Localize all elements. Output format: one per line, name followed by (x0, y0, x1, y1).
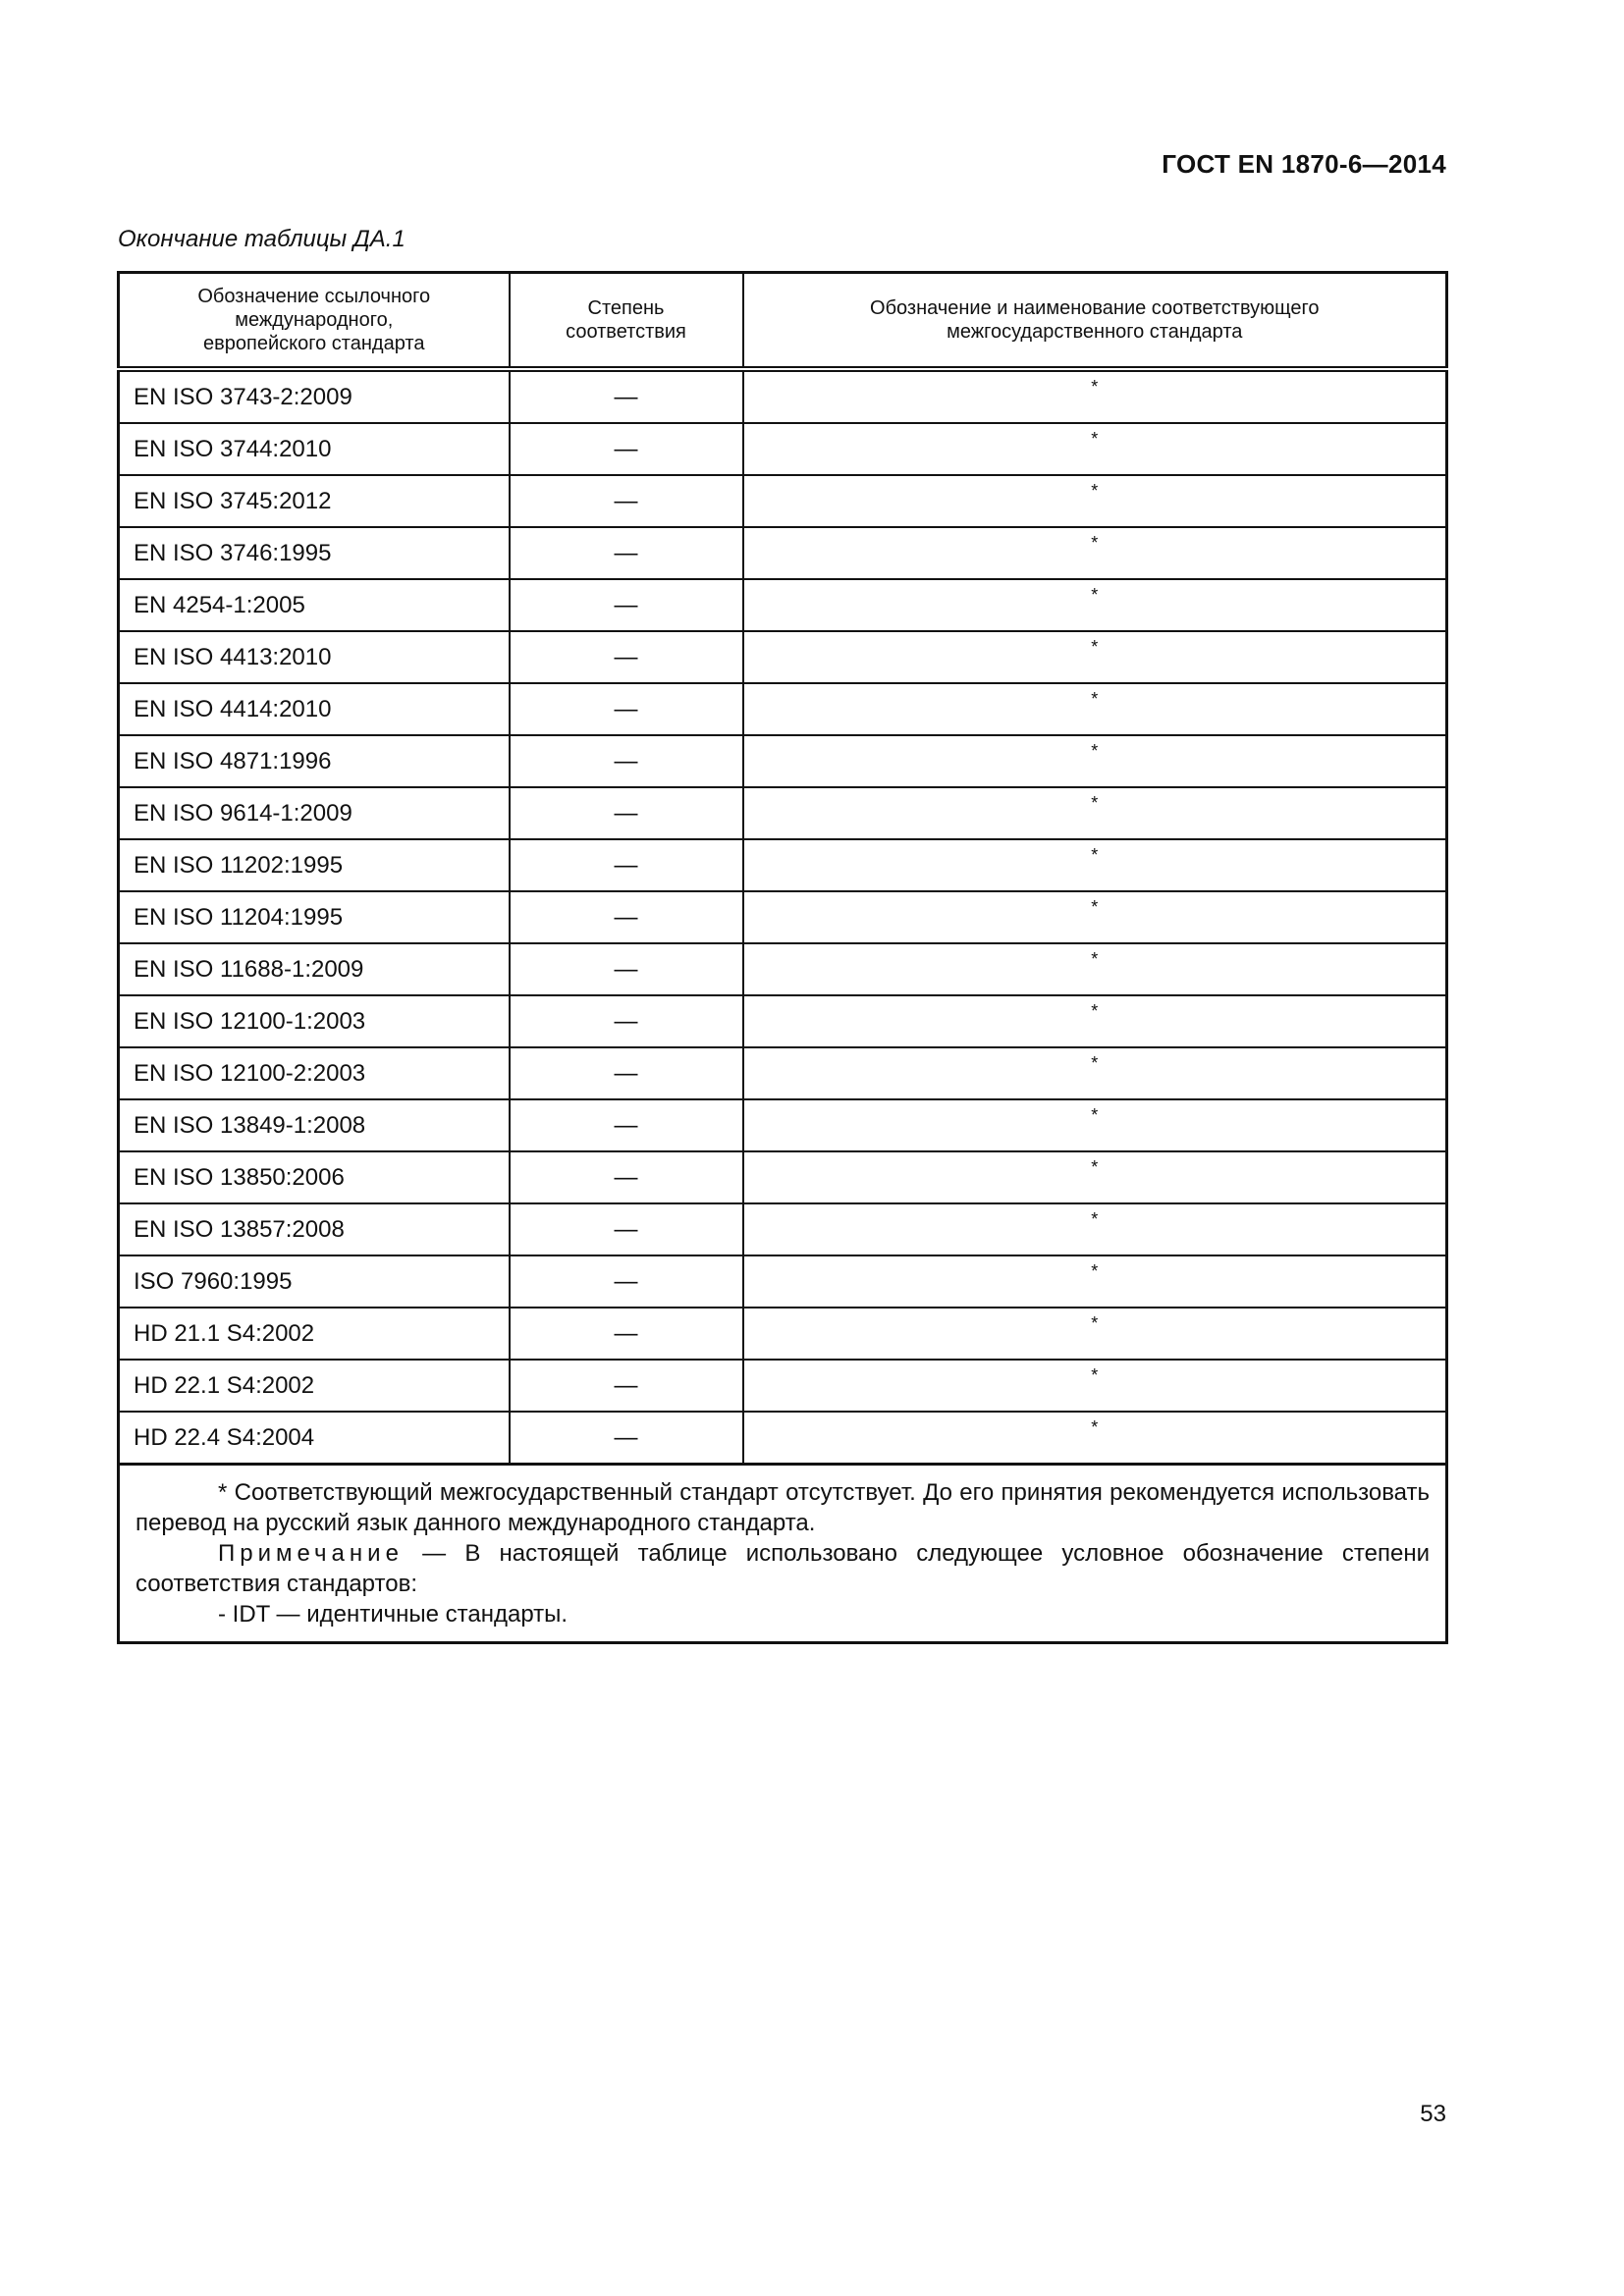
degree-cell: — (510, 787, 743, 839)
interstate-standard-cell: * (743, 1203, 1447, 1255)
header-line: европейского стандарта (203, 333, 425, 354)
interstate-standard-cell: * (743, 1099, 1447, 1151)
table-row (119, 995, 1447, 1047)
interstate-standard-cell: * (743, 527, 1447, 579)
standards-table-container (117, 271, 1448, 1644)
reference-standard-cell: EN ISO 3746:1995 (119, 527, 510, 579)
reference-standard-cell: EN ISO 4871:1996 (119, 735, 510, 787)
degree-cell: — (510, 631, 743, 683)
table-row (119, 1412, 1447, 1465)
table-row (119, 369, 1447, 423)
degree-cell: — (510, 1412, 743, 1465)
reference-standard-cell: EN ISO 13849-1:2008 (119, 1099, 510, 1151)
header-line: международного, (235, 309, 394, 331)
degree-cell: — (510, 1099, 743, 1151)
interstate-standard-cell: * (743, 787, 1447, 839)
interstate-standard-cell: * (743, 475, 1447, 527)
table-row (119, 1308, 1447, 1360)
table-row (119, 527, 1447, 579)
interstate-standard-cell: * (743, 1412, 1447, 1465)
reference-standard-cell: EN ISO 12100-1:2003 (119, 995, 510, 1047)
header-line: Обозначение ссылочного (197, 286, 431, 307)
header-reference-standard (119, 273, 510, 370)
degree-cell: — (510, 475, 743, 527)
degree-cell: — (510, 683, 743, 735)
reference-standard-cell: EN 4254-1:2005 (119, 579, 510, 631)
degree-cell: — (510, 1255, 743, 1308)
degree-cell: — (510, 369, 743, 423)
standards-table (117, 271, 1448, 1644)
degree-cell: — (510, 1151, 743, 1203)
degree-cell: — (510, 891, 743, 943)
table-row (119, 1360, 1447, 1412)
interstate-standard-cell: * (743, 1151, 1447, 1203)
table-row (119, 683, 1447, 735)
reference-standard-cell: ISO 7960:1995 (119, 1255, 510, 1308)
note-item: - IDT — идентичные стандарты. (218, 1601, 568, 1628)
reference-standard-cell: EN ISO 11202:1995 (119, 839, 510, 891)
table-row (119, 891, 1447, 943)
table-caption: Окончание таблицы ДА.1 (118, 226, 406, 252)
note-label: Примечание (218, 1540, 404, 1567)
notes-cell (119, 1465, 1447, 1643)
document-code: ГОСТ EN 1870-6—2014 (1162, 149, 1446, 179)
interstate-standard-cell: * (743, 579, 1447, 631)
reference-standard-cell: HD 21.1 S4:2002 (119, 1308, 510, 1360)
reference-standard-cell: EN ISO 11688-1:2009 (119, 943, 510, 995)
table-row (119, 579, 1447, 631)
table-notes-row (119, 1465, 1447, 1643)
interstate-standard-cell: * (743, 735, 1447, 787)
interstate-standard-cell: * (743, 631, 1447, 683)
reference-standard-cell: HD 22.1 S4:2002 (119, 1360, 510, 1412)
table-row (119, 839, 1447, 891)
degree-cell: — (510, 943, 743, 995)
page-number: 53 (1420, 2101, 1446, 2127)
interstate-standard-cell: * (743, 1047, 1447, 1099)
interstate-standard-cell: * (743, 839, 1447, 891)
table-row (119, 1203, 1447, 1255)
degree-cell: — (510, 1203, 743, 1255)
interstate-standard-cell: * (743, 1360, 1447, 1412)
header-line: соответствия (566, 321, 686, 343)
interstate-standard-cell: * (743, 369, 1447, 423)
reference-standard-cell: EN ISO 4414:2010 (119, 683, 510, 735)
degree-cell: — (510, 579, 743, 631)
table-row (119, 943, 1447, 995)
table-row (119, 1099, 1447, 1151)
degree-cell: — (510, 995, 743, 1047)
header-interstate-standard (743, 273, 1447, 370)
table-row (119, 475, 1447, 527)
interstate-standard-cell: * (743, 1308, 1447, 1360)
degree-cell: — (510, 839, 743, 891)
table-row (119, 1047, 1447, 1099)
table-row (119, 423, 1447, 475)
note-text: — В настоящей таблице использовано следующее условное обозначение степени соответствия стандартов: (135, 1540, 1431, 1597)
interstate-standard-cell: * (743, 423, 1447, 475)
reference-standard-cell: EN ISO 13857:2008 (119, 1203, 510, 1255)
table-row (119, 631, 1447, 683)
interstate-standard-cell: * (743, 891, 1447, 943)
header-line: Степень (587, 297, 665, 319)
header-degree (510, 273, 743, 370)
table-row (119, 787, 1447, 839)
degree-cell: — (510, 1308, 743, 1360)
reference-standard-cell: EN ISO 3744:2010 (119, 423, 510, 475)
degree-cell: — (510, 423, 743, 475)
interstate-standard-cell: * (743, 1255, 1447, 1308)
reference-standard-cell: HD 22.4 S4:2004 (119, 1412, 510, 1465)
interstate-standard-cell: * (743, 683, 1447, 735)
reference-standard-cell: EN ISO 3743-2:2009 (119, 369, 510, 423)
reference-standard-cell: EN ISO 9614-1:2009 (119, 787, 510, 839)
degree-cell: — (510, 735, 743, 787)
table-row (119, 735, 1447, 787)
degree-cell: — (510, 1360, 743, 1412)
interstate-standard-cell: * (743, 943, 1447, 995)
reference-standard-cell: EN ISO 3745:2012 (119, 475, 510, 527)
note (135, 1538, 1430, 1599)
reference-standard-cell: EN ISO 12100-2:2003 (119, 1047, 510, 1099)
table-row (119, 1255, 1447, 1308)
reference-standard-cell: EN ISO 4413:2010 (119, 631, 510, 683)
degree-cell: — (510, 527, 743, 579)
reference-standard-cell: EN ISO 13850:2006 (119, 1151, 510, 1203)
table-row (119, 1151, 1447, 1203)
header-line: Обозначение и наименование соответствующего (870, 297, 1320, 319)
footnote: * Соответствующий межгосударственный стандарт отсутствует. До его принятия рекомендуется использовать перевод на русский язык данного международного стандарта. (135, 1479, 1430, 1536)
degree-cell: — (510, 1047, 743, 1099)
table-header-row (119, 273, 1447, 370)
header-line: межгосударственного стандарта (947, 321, 1243, 343)
reference-standard-cell: EN ISO 11204:1995 (119, 891, 510, 943)
interstate-standard-cell: * (743, 995, 1447, 1047)
